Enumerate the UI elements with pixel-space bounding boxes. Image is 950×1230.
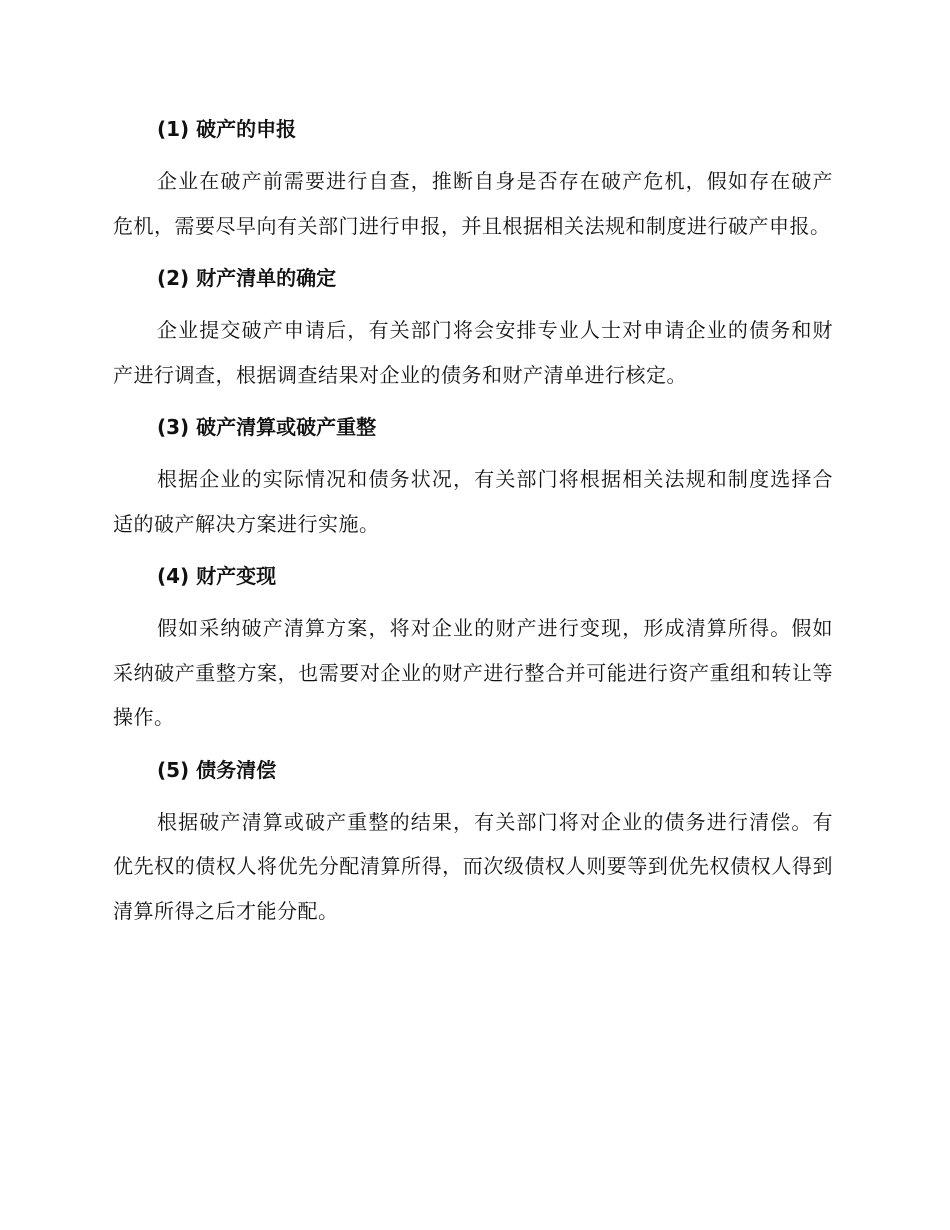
section-paragraph: 假如采纳破产清算方案，将对企业的财产进行变现，形成清算所得。假如采纳破产重整方案，也需要对企业的财产进行整合并可能进行资产重组和转让等操作。 <box>113 616 833 729</box>
section-paragraph: 企业提交破产申请后，有关部门将会安排专业人士对申请企业的债务和财产进行调查，根据调查结果对企业的债务和财产清单进行核定。 <box>113 318 833 387</box>
section-5 <box>113 753 833 934</box>
section-heading: (2) 财产清单的确定 <box>157 266 337 290</box>
section-4 <box>113 559 833 740</box>
section-paragraph: 企业在破产前需要进行自查，推断自身是否存在破产危机，假如存在破产危机，需要尽早向有关部门进行申报，并且根据相关法规和制度进行破产申报。 <box>113 169 833 238</box>
section-2 <box>113 261 833 397</box>
section-heading: (3) 破产清算或破产重整 <box>157 415 377 439</box>
section-paragraph: 根据破产清算或破产重整的结果，有关部门将对企业的债务进行清偿。有优先权的债权人将优先分配清算所得，而次级债权人则要等到优先权债权人得到清算所得之后才能分配。 <box>113 809 833 923</box>
section-3 <box>113 410 833 546</box>
section-paragraph: 根据企业的实际情况和债务状况，有关部门将根据相关法规和制度选择合适的破产解决方案进行实施。 <box>113 467 833 536</box>
document-page <box>113 112 833 946</box>
section-1 <box>113 112 833 248</box>
section-heading: (1) 破产的申报 <box>157 117 297 141</box>
section-heading: (5) 债务清偿 <box>157 757 277 782</box>
section-heading: (4) 财产变现 <box>157 564 277 588</box>
